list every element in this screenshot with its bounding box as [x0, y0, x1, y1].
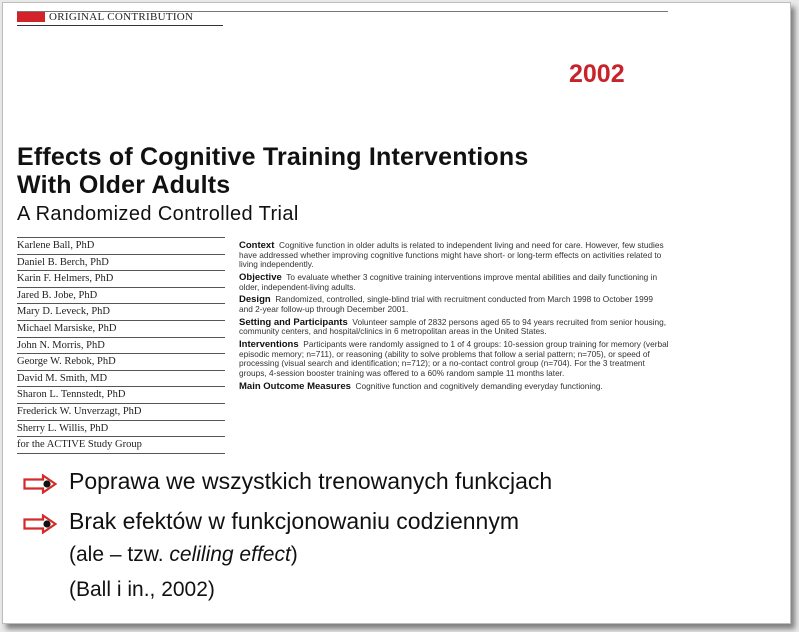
author-item: Frederick W. Unverzagt, PhD: [17, 404, 225, 421]
year-label: 2002: [569, 60, 625, 88]
author-item: Jared B. Jobe, PhD: [17, 288, 225, 305]
abstract-text: Participants were randomly assigned to 1 of 4 groups: 10-session group training for memory (verbal episodic memory; n=711), or reasoning (ability to solve problems that follow a serial pattern; n=705), or speed of processing (visual search and identification; n=712); or a no-contact control group (n=704). For the 3 treatment groups, 4-session booster training was offered to a 60% random sample 11 months later.: [239, 339, 669, 378]
header-rule: [17, 25, 223, 26]
bullet-text: Poprawa we wszystkich trenowanych funkcjach: [69, 468, 553, 494]
abstract-section-setting: [239, 318, 669, 337]
author-item: David M. Smith, MD: [17, 371, 225, 388]
article-subtitle: A Randomized Controlled Trial: [17, 203, 299, 225]
abstract-text: Cognitive function and cognitively demanding everyday functioning.: [355, 380, 603, 391]
author-item: Sherry L. Willis, PhD: [17, 421, 225, 438]
abstract-section-outcomes: [239, 382, 669, 392]
author-item: John N. Morris, PhD: [17, 338, 225, 355]
abstract-text: Cognitive function in older adults is related to independent living and need for care. However, few studies have addressed whether improving cognitive functions might have short- or long-term effects on activities related to living independently.: [239, 240, 664, 270]
author-item: Karlene Ball, PhD: [17, 237, 225, 255]
abstract-heading: Context: [239, 240, 275, 251]
author-item: Sharon L. Tennstedt, PhD: [17, 387, 225, 404]
abstract-heading: Interventions: [239, 339, 299, 351]
red-outline-arrow-icon: [23, 514, 57, 534]
continuation-italic: celiling effect: [169, 543, 291, 566]
abstract-heading: Objective: [239, 271, 282, 283]
abstract: [239, 241, 669, 394]
continuation-suffix: ): [290, 543, 298, 566]
author-item: George W. Rebok, PhD: [17, 354, 225, 371]
abstract-heading: Design: [239, 294, 271, 306]
continuation-prefix: (ale – tzw.: [69, 543, 170, 566]
abstract-text: Volunteer sample of 2832 persons aged 65 to 94 years recruited from senior housing, community centers, and hospital/clinics in 6 metropolitan areas in the United States.: [239, 316, 667, 337]
author-list: [17, 237, 225, 454]
author-item: Mary D. Leveck, PhD: [17, 304, 225, 321]
abstract-section-objective: [239, 273, 669, 292]
abstract-text: Randomized, controlled, single-blind trial with recruitment conducted from March 1998 to October 1999 and 2-year follow-up through December 2001.: [239, 294, 654, 314]
author-item: Karin F. Helmers, PhD: [17, 271, 225, 288]
abstract-section-design: [239, 295, 669, 314]
continuation-line-2: (Ball i in., 2002): [69, 578, 215, 601]
author-item: Daniel B. Berch, PhD: [17, 255, 225, 272]
bullet-text: Brak efektów w funkcjonowaniu codziennym: [69, 508, 520, 534]
abstract-heading: Setting and Participants: [239, 316, 348, 328]
abstract-text: To evaluate whether 3 cognitive training interventions improve mental abilities and daily functioning in older, independent-living adults.: [239, 271, 658, 292]
author-item: for the ACTIVE Study Group: [17, 437, 225, 454]
continuation-line-1: [69, 543, 298, 567]
author-item: Michael Marsiske, PhD: [17, 321, 225, 338]
header-label: ORIGINAL CONTRIBUTION: [49, 11, 194, 23]
abstract-section-context: [239, 241, 669, 270]
header-red-bar: [17, 12, 45, 22]
slide: [2, 2, 791, 624]
abstract-section-interventions: [239, 340, 669, 378]
red-outline-arrow-icon: [23, 474, 57, 494]
article-title: Effects of Cognitive Training Interventions With Older Adults: [17, 143, 529, 199]
abstract-heading: Main Outcome Measures: [239, 380, 351, 392]
